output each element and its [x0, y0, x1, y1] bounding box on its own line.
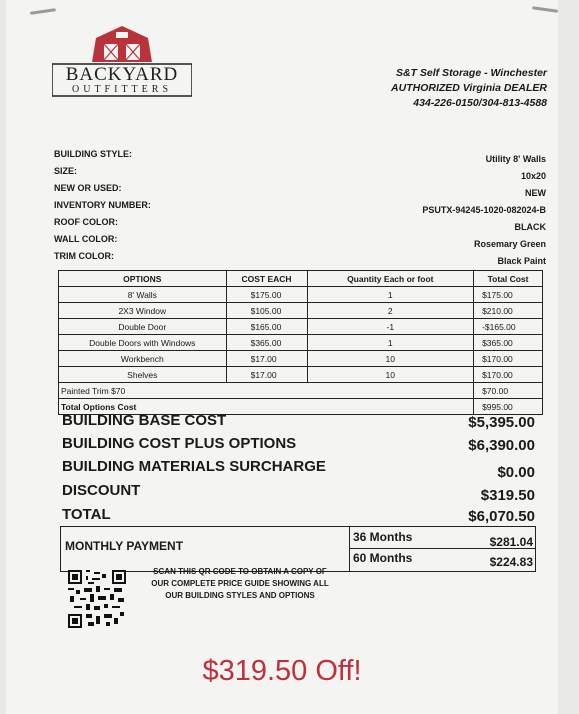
option-qty: 10 [307, 351, 474, 367]
detail-value: 10x20 [520, 171, 546, 181]
option-cost: $175.00 [226, 287, 307, 303]
option-name: Double Doors with Windows [59, 335, 227, 351]
column-header: Total Cost [474, 271, 543, 287]
summary-value: $0.00 [497, 464, 535, 481]
detail-value: NEW [525, 188, 546, 198]
summary-row [62, 458, 535, 481]
painted-trim-label: Painted Trim $70 [59, 383, 474, 399]
option-total: -$165.00 [474, 319, 543, 335]
summary-row [62, 506, 535, 523]
brand-line-2: OUTFITTERS [72, 84, 172, 95]
detail-value: Utility 8' Walls [485, 154, 546, 164]
table-header-row [59, 271, 543, 287]
detail-label: NEW OR USED: [54, 183, 122, 193]
table-row [59, 335, 543, 351]
plan-amount: $281.04 [489, 535, 533, 549]
dealer-status: AUTHORIZED Virginia DEALER [391, 82, 547, 94]
option-name: 2X3 Window [59, 303, 227, 319]
option-qty: 2 [307, 303, 474, 319]
column-header: COST EACH [226, 271, 307, 287]
summary-label: TOTAL [62, 506, 111, 523]
table-row [59, 287, 543, 303]
option-total: $210.00 [474, 303, 543, 319]
column-header: OPTIONS [59, 271, 227, 287]
option-cost: $165.00 [226, 319, 307, 335]
dealer-info [391, 66, 547, 111]
plan-amount: $224.83 [489, 555, 533, 569]
discount-offer: $319.50 Off! [202, 655, 362, 687]
summary-label: DISCOUNT [62, 482, 141, 499]
summary-value: $6,390.00 [468, 437, 535, 454]
detail-value: Black Paint [497, 256, 546, 266]
dealer-phones: 434-226-0150/304-813-4588 [413, 97, 547, 109]
option-name: Shelves [59, 367, 227, 383]
qr-instructions-line: OUR COMPLETE PRICE GUIDE SHOWING ALL [151, 579, 329, 588]
qr-instructions-line: SCAN THIS QR CODE TO OBTAIN A COPY OF [153, 567, 327, 576]
detail-label: INVENTORY NUMBER: [54, 200, 151, 210]
option-total: $365.00 [474, 335, 543, 351]
option-total: $170.00 [474, 351, 543, 367]
option-total: $170.00 [474, 367, 543, 383]
option-cost: $365.00 [226, 335, 307, 351]
summary-label: BUILDING BASE COST [62, 412, 227, 429]
summary-label: BUILDING MATERIALS SURCHARGE [62, 458, 326, 475]
summary-row [62, 482, 535, 504]
total-options-value: $995.00 [474, 399, 543, 415]
qr-instructions [132, 566, 348, 602]
option-qty: -1 [307, 319, 474, 335]
painted-trim-total: $70.00 [474, 383, 543, 399]
painted-trim-row [59, 383, 543, 399]
brand-line-1: BACKYARD [65, 64, 179, 85]
column-header: Quantity Each or foot [307, 271, 474, 287]
table-row [59, 367, 543, 383]
detail-label: TRIM COLOR: [54, 251, 114, 261]
detail-value: PSUTX-94245-1020-082024-B [422, 205, 546, 215]
dealer-name: S&T Self Storage - Winchester [395, 67, 547, 79]
option-name: 8' Walls [59, 287, 227, 303]
summary-value: $6,070.50 [468, 508, 535, 525]
option-cost: $105.00 [226, 303, 307, 319]
option-name: Double Door [59, 319, 227, 335]
table-row [59, 319, 543, 335]
detail-label: ROOF COLOR: [54, 217, 118, 227]
summary-value: $319.50 [480, 487, 535, 504]
option-cost: $17.00 [226, 351, 307, 367]
option-name: Workbench [59, 351, 227, 367]
qr-code-icon [67, 570, 127, 628]
qr-instructions-line: OUR BUILDING STYLES AND OPTIONS [165, 591, 315, 600]
table-row [59, 303, 543, 319]
summary-row [62, 412, 535, 429]
options-table [58, 270, 543, 415]
detail-value: Rosemary Green [473, 239, 546, 249]
option-qty: 1 [307, 335, 474, 351]
summary-value: $5,395.00 [468, 414, 535, 431]
plan-term: 36 Months [353, 530, 413, 544]
monthly-payment-label: MONTHLY PAYMENT [65, 539, 184, 553]
brand-wordmark [56, 66, 188, 96]
divider [349, 527, 350, 571]
detail-value: BLACK [514, 222, 546, 232]
detail-label: SIZE: [54, 166, 78, 176]
table-row [59, 351, 543, 367]
option-cost: $17.00 [226, 367, 307, 383]
summary-label: BUILDING COST PLUS OPTIONS [62, 435, 297, 452]
summary-row [62, 435, 535, 452]
plan-term: 60 Months [353, 551, 413, 565]
option-qty: 1 [307, 287, 474, 303]
option-total: $175.00 [474, 287, 543, 303]
detail-label: WALL COLOR: [54, 234, 118, 244]
total-options-label: Total Options Cost [59, 399, 474, 415]
option-qty: 10 [307, 367, 474, 383]
detail-label: BUILDING STYLE: [54, 149, 132, 159]
